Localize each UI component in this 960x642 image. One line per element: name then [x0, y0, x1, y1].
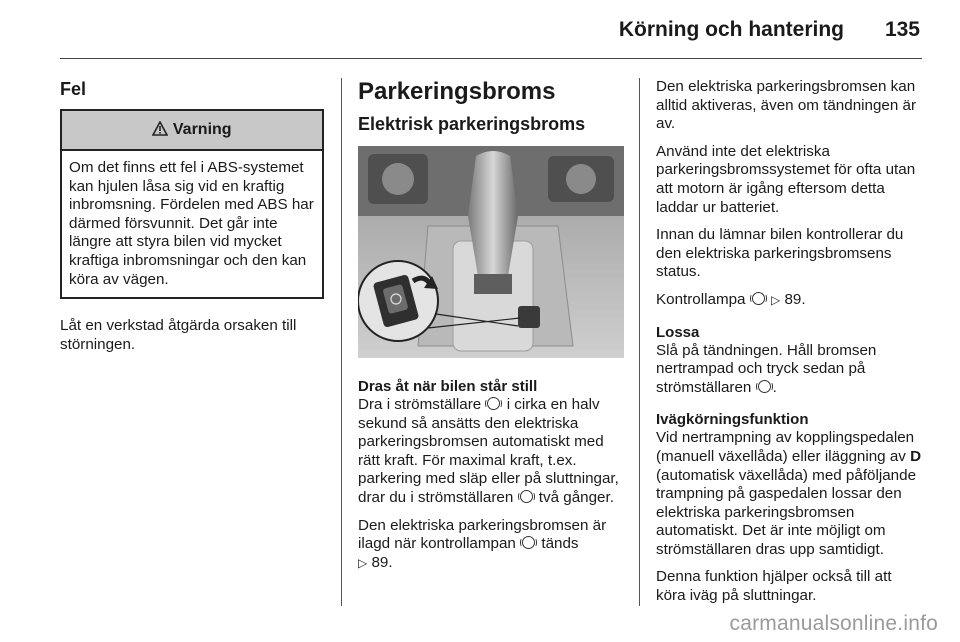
paragraph-release: Slå på tändningen. Håll bromsen nertrampad och tryck sedan på strömställaren . [656, 341, 877, 396]
page-number: 135 [884, 18, 920, 41]
watermark: carmanualsonline.info [729, 612, 938, 635]
paragraph: Denna funktion hjälper också till att köra iväg på sluttningar. [656, 568, 892, 605]
parking-brake-icon [758, 380, 771, 393]
page-reference-icon: ▷ [770, 292, 781, 307]
warning-box [60, 109, 324, 299]
column-3 [656, 78, 924, 615]
parking-brake-icon [752, 292, 765, 305]
column-divider-2 [639, 78, 640, 606]
warning-title: Varning [172, 121, 232, 138]
page-reference-icon: ▷ [358, 555, 368, 570]
paragraph: Låt en verkstad åtgärda orsaken till störningen. [60, 317, 297, 353]
column-divider-1 [341, 78, 342, 606]
section-heading-lossa: Lossa [656, 323, 700, 341]
parking-brake-icon [487, 397, 500, 410]
paragraph: Använd inte det elektriska parkeringsbromssystemet för ofta utan att motorn är igång eftersom detta laddar ur batteriet. [656, 142, 916, 216]
paragraph-apply: Dra i strömställare i cirka en halv sekund så ansätts den elektriska parkeringsbromsen automatiskt med rätt kraft. För maximal kraft, t.ex. parkering med släp eller på sluttningar, drar du i strömställaren två gånger. [358, 396, 619, 506]
paragraph-drive-away: Vid nertrampning av kopplingspedalen (manuell växellåda) eller iläggning av D (automatisk växellåda) med påföljande trampning på gaspedalen lossar den elektriska parkeringsbromsen automatiskt. Det är inte möjligt om strömställaren dras upp samtidigt. [656, 429, 922, 558]
section-heading-parkeringsbroms: Parkeringsbroms [358, 78, 556, 105]
running-title: Körning och hantering [618, 18, 844, 41]
column-2 [358, 78, 624, 581]
page-header [0, 18, 960, 50]
section-heading-apply: Dras åt när bilen står still [358, 378, 538, 395]
parking-brake-switch-photo [358, 146, 624, 358]
warning-text: Om det finns ett fel i ABS-systemet kan hjulen låsa sig vid en kraftig inbromsning. Fördelen med ABS har därmed försvunnit. Det går inte längre att styra bilen vid mycket kraftiga inbromsningar och den kan köra av vägen. [69, 159, 314, 288]
column-1 [60, 78, 324, 363]
paragraph: Innan du lämnar bilen kontrollerar du den elektriska parkeringsbromsens status. [656, 226, 904, 281]
section-heading-fel: Fel [60, 79, 87, 99]
paragraph: Den elektriska parkeringsbromsen kan alltid aktiveras, även om tändningen är av. [656, 78, 917, 133]
header-rule [60, 58, 922, 59]
paragraph-indicator: Den elektriska parkeringsbromsen är ilagd när kontrollampan tänds ▷ 89. [358, 516, 607, 571]
paragraph-indicator-lamp: Kontrollampa ▷ 89. [656, 290, 806, 308]
warning-header [62, 111, 322, 151]
section-heading-drive-away: Ivägkörningsfunktion [656, 411, 809, 429]
parking-brake-icon [522, 536, 535, 549]
warning-triangle-icon [152, 121, 168, 136]
subheading-electric-brake: Elektrisk parkeringsbroms [358, 114, 586, 134]
parking-brake-icon [520, 490, 533, 503]
